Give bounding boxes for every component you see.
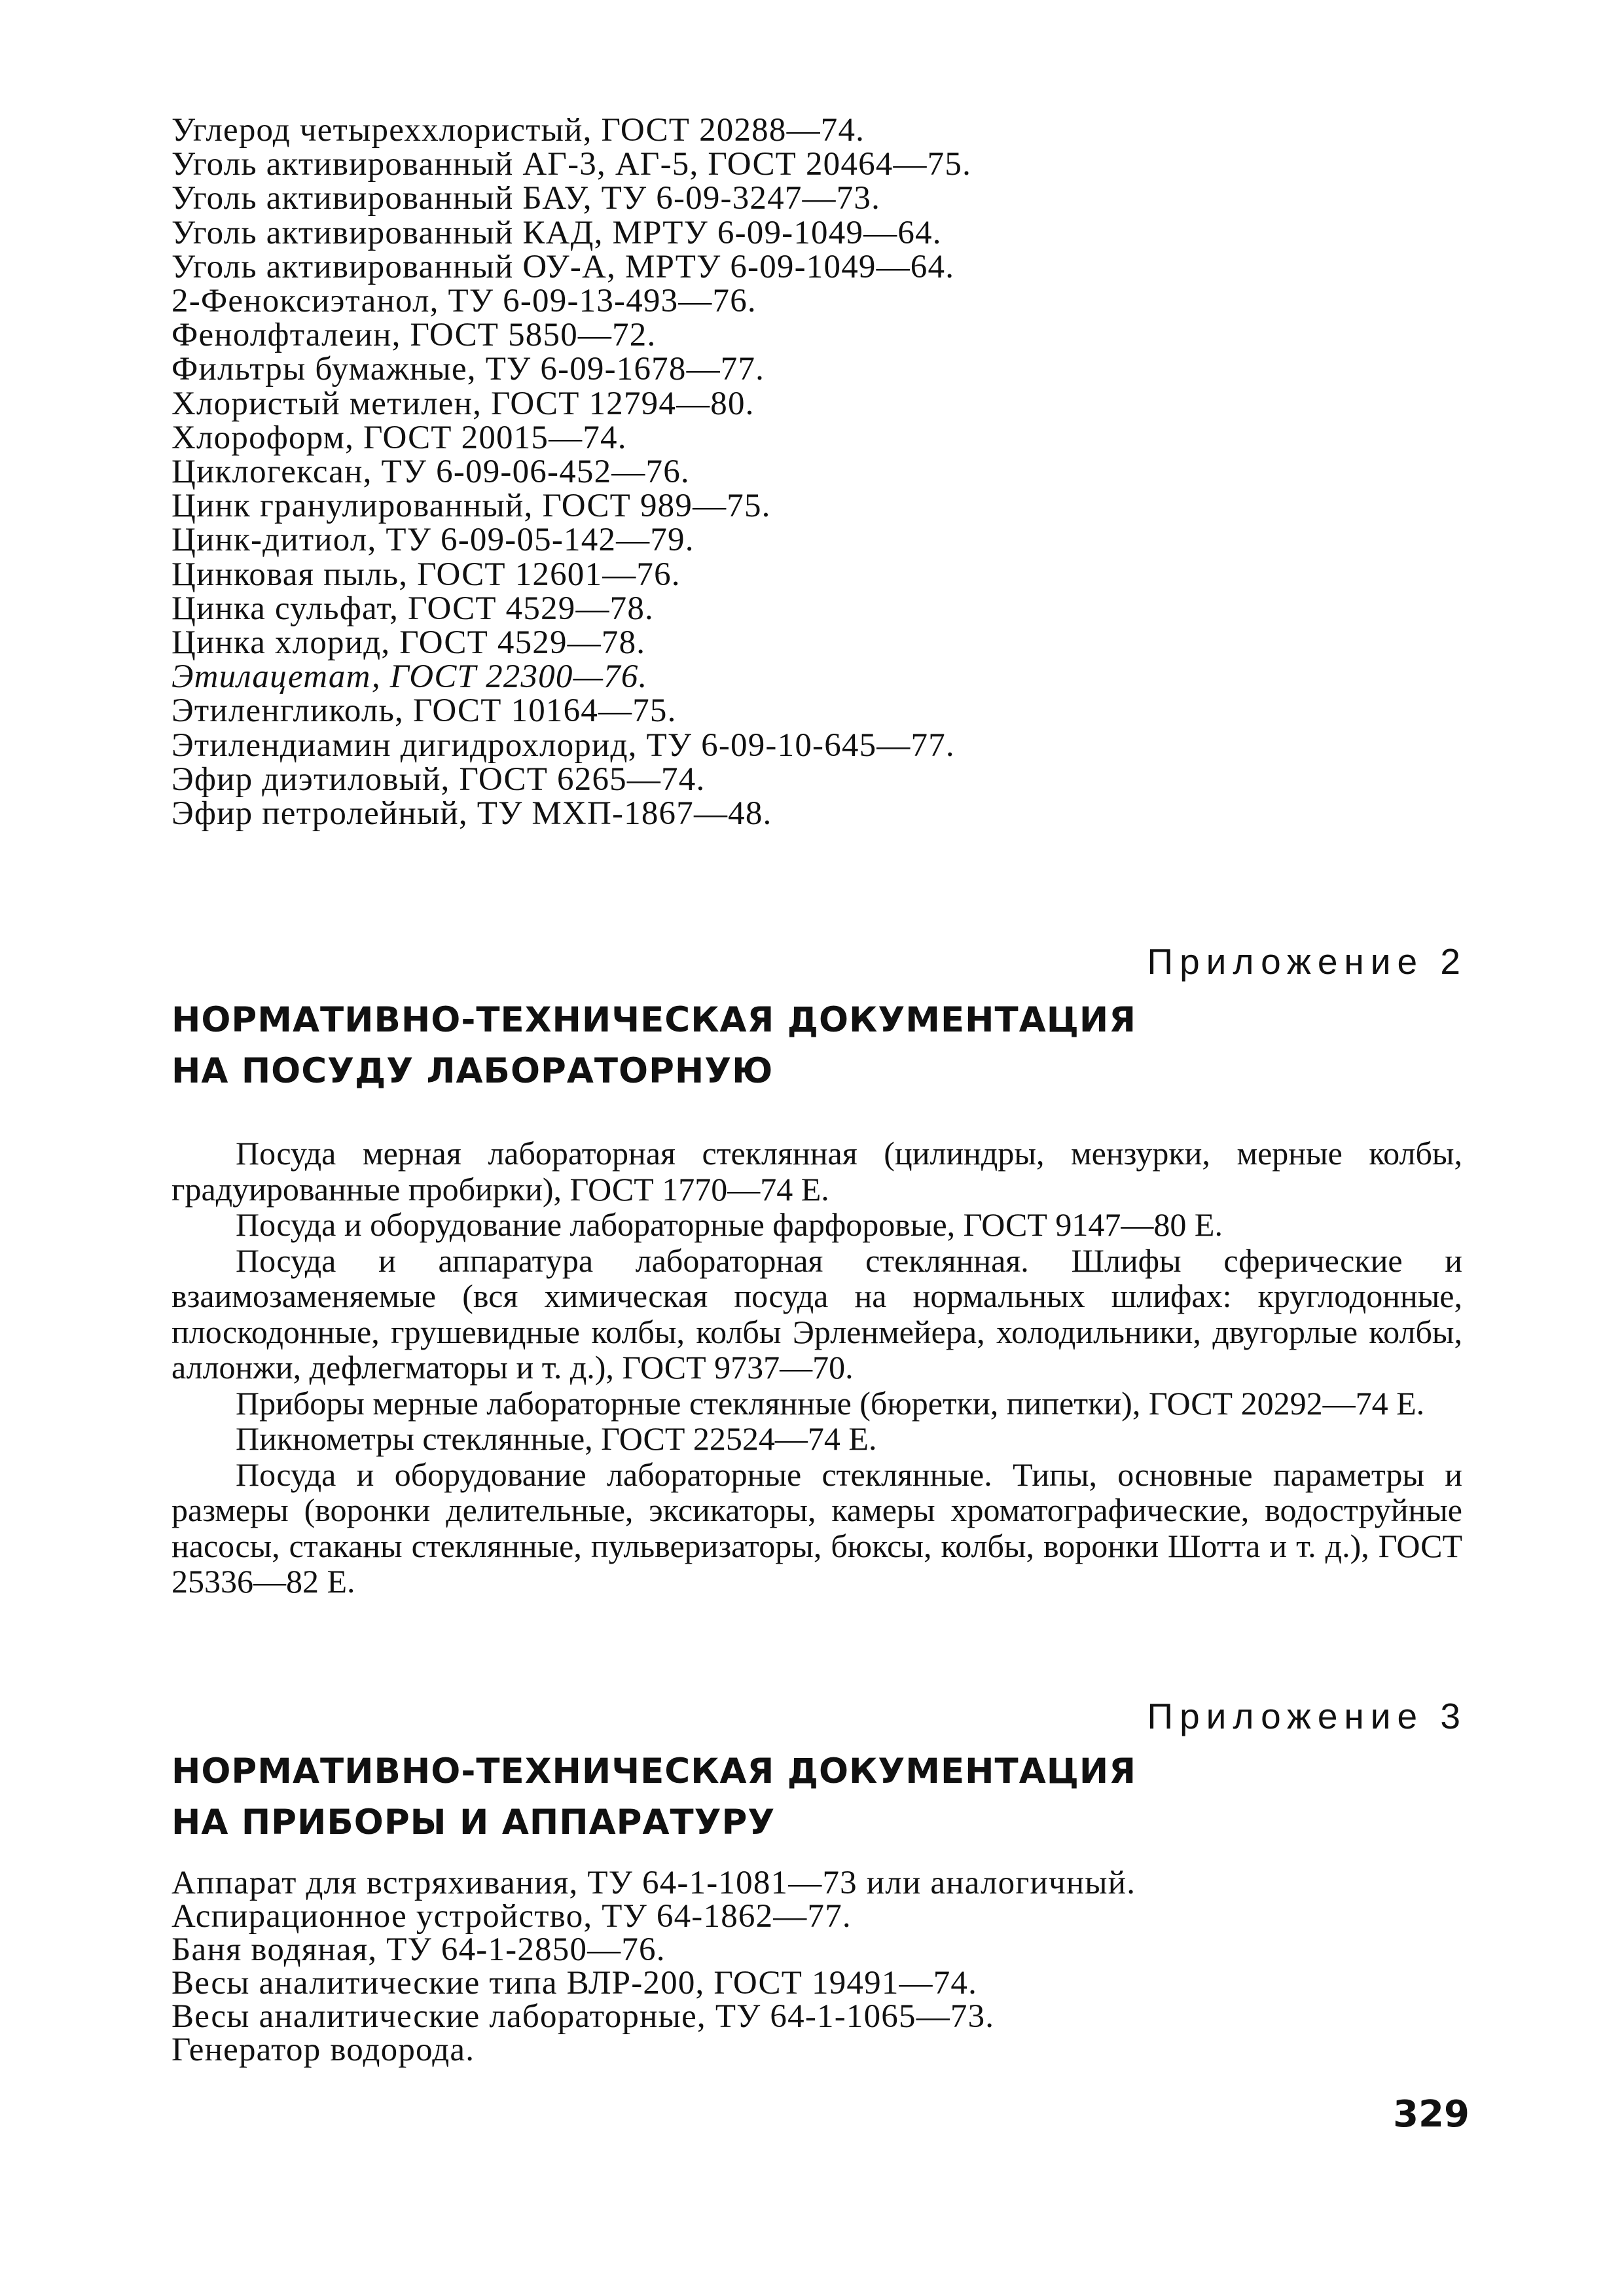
list-item: 2-Феноксиэтанол, ТУ 6-09-13-493—76. — [171, 283, 757, 320]
reagents-list — [171, 113, 971, 831]
list-item: Весы аналитические лабораторные, ТУ 64-1-1065—73. — [171, 1998, 995, 2035]
list-item: Уголь активированный АГ-3, АГ-5, ГОСТ 20464—75. — [171, 146, 972, 183]
list-item: Баня водяная, ТУ 64-1-2850—76. — [171, 1931, 666, 1968]
paragraph: Приборы мерные лабораторные стеклянные (бюретки, пипетки), ГОСТ 20292—74 Е. — [236, 1384, 1425, 1422]
paragraph: Посуда и аппаратура лабораторная стеклянная. Шлифы сферические и взаимозаменяемые (вся химическая посуда на нормальных шлифах: круглодонные, плоскодонные, грушевидные колбы, колбы Эрленмейера, холодильники, двугорлые колбы, аллонжи, дефлегматоры и т. д.), ГОСТ 9737—70. — [171, 1242, 1462, 1386]
list-item: Весы аналитические типа ВЛР-200, ГОСТ 19491—74. — [171, 1965, 978, 2001]
glassware-paragraphs — [171, 1136, 1462, 1600]
appendix-2-label: Приложение 2 — [1147, 941, 1467, 982]
list-item: Аспирационное устройство, ТУ 64-1862—77. — [171, 1898, 852, 1935]
appendix-3-title — [171, 1746, 1136, 1848]
list-item: Цинковая пыль, ГОСТ 12601—76. — [171, 556, 681, 593]
list-item: Генератор водорода. — [171, 2032, 475, 2068]
list-item: Циклогексан, ТУ 6-09-06-452—76. — [171, 454, 690, 491]
list-item: Цинка хлорид, ГОСТ 4529—78. — [171, 624, 646, 662]
page-number: 329 — [1393, 2093, 1470, 2136]
apparatus-list — [171, 1867, 1136, 2067]
list-item: Фенолфталеин, ГОСТ 5850—72. — [171, 317, 657, 354]
list-item: Эфир диэтиловый, ГОСТ 6265—74. — [171, 761, 706, 798]
list-item: Углерод четыреххлористый, ГОСТ 20288—74. — [171, 112, 865, 149]
paragraph: Пикнометры стеклянные, ГОСТ 22524—74 Е. — [236, 1420, 877, 1457]
paragraph: Посуда мерная лабораторная стеклянная (цилиндры, мензурки, мерные колбы, градуированные пробирки), ГОСТ 1770—74 Е. — [171, 1135, 1462, 1208]
list-item: Фильтры бумажные, ТУ 6-09-1678—77. — [171, 351, 765, 388]
list-item: Этилацетат, ГОСТ 22300—76. — [171, 658, 648, 696]
appendix-2-title-line2: НА ПОСУДУ ЛАБОРАТОРНУЮ — [171, 1051, 774, 1091]
list-item: Хлористый метилен, ГОСТ 12794—80. — [171, 385, 755, 422]
appendix-2-title-line1: НОРМАТИВНО-ТЕХНИЧЕСКАЯ ДОКУМЕНТАЦИЯ — [171, 1000, 1137, 1040]
paragraph: Посуда и оборудование лабораторные стеклянные. Типы, основные параметры и размеры (воронки делительные, эксикаторы, камеры хроматографические, водоструйные насосы, стаканы стеклянные, пульверизаторы, бюксы, колбы, воронки Шотта и т. д.), ГОСТ 25336—82 Е. — [171, 1456, 1462, 1600]
appendix-3-title-line1: НОРМАТИВНО-ТЕХНИЧЕСКАЯ ДОКУМЕНТАЦИЯ — [171, 1751, 1137, 1791]
list-item: Хлороформ, ГОСТ 20015—74. — [171, 419, 627, 456]
list-item: Цинка сульфат, ГОСТ 4529—78. — [171, 590, 654, 627]
list-item: Цинк-дитиол, ТУ 6-09-05-142—79. — [171, 522, 695, 559]
list-item: Эфир петролейный, ТУ МХП-1867—48. — [171, 795, 772, 833]
appendix-3-title-line2: НА ПРИБОРЫ И АППАРАТУРУ — [171, 1803, 776, 1842]
list-item: Этиленгликоль, ГОСТ 10164—75. — [171, 692, 677, 730]
list-item: Уголь активированный ОУ-А, МРТУ 6-09-1049—64. — [171, 248, 955, 285]
list-item: Уголь активированный БАУ, ТУ 6-09-3247—73. — [171, 180, 881, 217]
list-item: Цинк гранулированный, ГОСТ 989—75. — [171, 488, 771, 525]
appendix-2-title — [171, 995, 1136, 1097]
appendix-3-label: Приложение 3 — [1147, 1696, 1467, 1736]
list-item: Аппарат для встряхивания, ТУ 64-1-1081—73 или аналогичный. — [171, 1865, 1136, 1901]
list-item: Уголь активированный КАД, МРТУ 6-09-1049—64. — [171, 214, 942, 251]
list-item: Этилендиамин дигидрохлорид, ТУ 6-09-10-645—77. — [171, 726, 955, 764]
paragraph: Посуда и оборудование лабораторные фарфоровые, ГОСТ 9147—80 Е. — [236, 1206, 1223, 1243]
